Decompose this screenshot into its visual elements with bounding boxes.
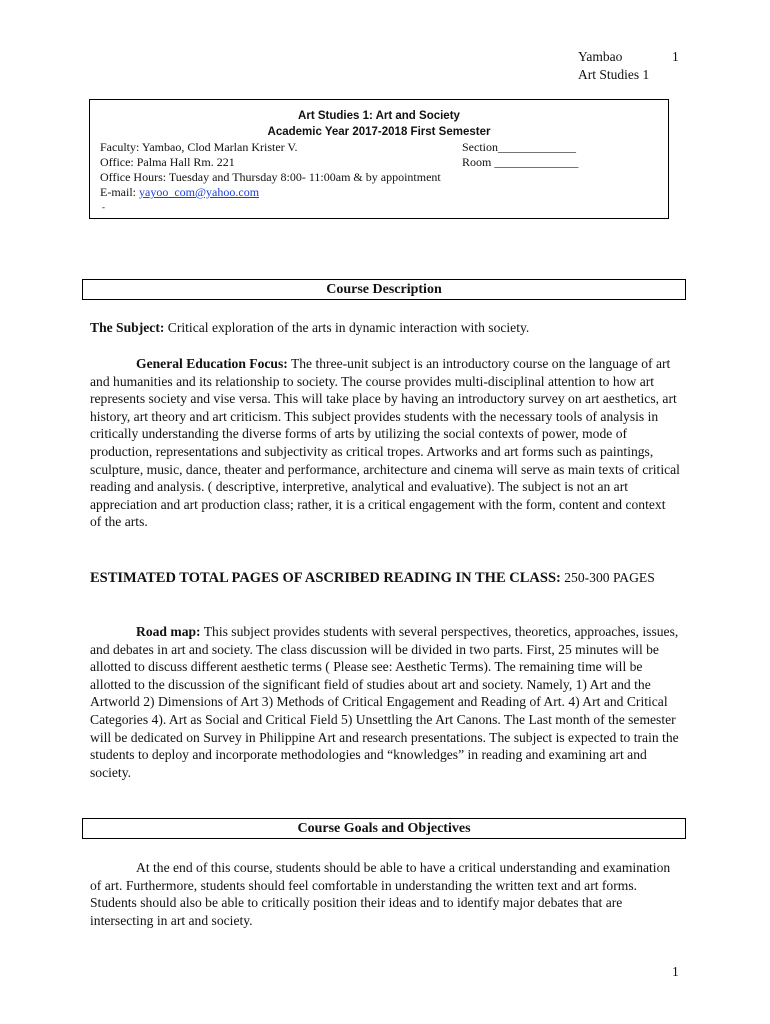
email-link[interactable]: yayoo_com@yahoo.com: [139, 185, 260, 199]
subject-text: Critical exploration of the arts in dynamic interaction with society.: [164, 320, 530, 335]
ge-focus-text: The three-unit subject is an introductory course on the language of art and humanities and its relationship to society. The course provides multi-disciplinal attention to how art represents society and vise versa. This will take place by having an introductory survey on art aesthetics, art history, art theory and art criticism. This subject provides students with the necessary tools of analysis in critically understanding the diverse forms of arts by utilizing the social contexts of power, mode of production, representations and subjectivity as critical tropes. Artworks and art forms such as paintings, sculpture, music, dance, theater and performance, architecture and cinema will serve as main texts of critical reading and analysis. ( descriptive, interpretive, analytical and evaluative). The subject is not an art appreciation and art production class; rather, it is a critical engagement with the form, content and context of the arts.: [90, 356, 680, 530]
email-label: E-mail:: [100, 185, 139, 199]
faculty-line: Faculty: Yambao, Clod Marlan Krister V.: [100, 140, 298, 154]
info-dash: -: [102, 202, 105, 212]
roadmap-label: Road map:: [136, 624, 201, 639]
header-page-number: 1: [672, 49, 679, 64]
ge-focus-label: General Education Focus:: [136, 356, 288, 371]
reading-pages-value: 250-300 PAGES: [560, 570, 655, 585]
header-course: Art Studies 1: [578, 67, 650, 82]
roadmap-text: This subject provides students with several perspectives, theoretics, approaches, issues, and debates in art and society. The class discussion will be divided in two parts. First, 25 minutes will be allotted to discuss different aesthetic terms ( Please see: Aesthetic Terms). The remaining time will be allotted to the discussion of the significant field of studies about art and society. Namely, 1) Art and the Artworld 2) Dimensions of Art 3) Methods of Critical Engagement and Reading of Art. 4) Art and Critical Categories 4). Art as Social and Critical Field 5) Unsettling the Art Canons. The Last month of the semester will be dedicated on Survey in Philippine Art and research presentations. The subject is expected to train the students to deploy and incorporate methodologies and “knowledges” in reading and examining art and society.: [90, 624, 679, 780]
section-field: Section_____________: [462, 140, 576, 154]
reading-pages-label: ESTIMATED TOTAL PAGES OF ASCRIBED READING IN THE CLASS:: [90, 570, 561, 586]
ge-focus-paragraph: [90, 355, 680, 531]
office-line: Office: Palma Hall Rm. 221: [100, 155, 235, 169]
reading-pages-paragraph: [90, 569, 680, 588]
header-name: Yambao: [578, 49, 623, 64]
course-title: Art Studies 1: Art and Society: [298, 110, 460, 122]
academic-year: Academic Year 2017-2018 First Semester: [267, 126, 491, 138]
subject-label: The Subject:: [90, 320, 165, 335]
course-description-heading: Course Description: [82, 279, 686, 300]
footer-page-number: 1: [672, 964, 679, 979]
subject-paragraph: [90, 319, 680, 337]
course-info-box: [89, 99, 669, 219]
office-hours-line: Office Hours: Tuesday and Thursday 8:00- 11:00am & by appointment: [100, 170, 441, 184]
course-goals-heading: Course Goals and Objectives: [82, 818, 686, 839]
room-field: Room ______________: [462, 155, 579, 169]
roadmap-paragraph: [90, 623, 680, 781]
goals-paragraph: At the end of this course, students should be able to have a critical understanding and examination of art. Furthermore, students should feel comfortable in understanding the written text and art forms. Students should also be able to critically position their ideas and to identify major debates that are intersecting in art and society.: [90, 860, 671, 928]
